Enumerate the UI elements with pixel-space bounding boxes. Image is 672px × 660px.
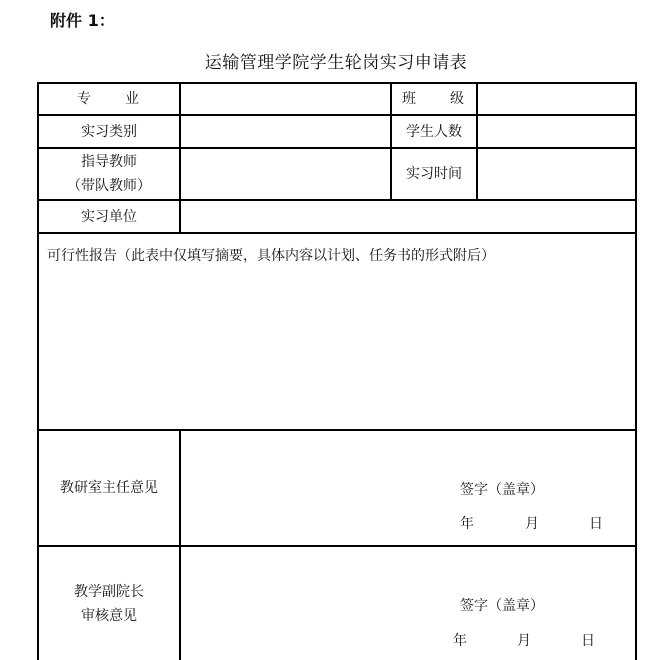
section1-opinion-field[interactable]	[181, 431, 635, 545]
class-label: 班 级	[402, 91, 466, 107]
major-field[interactable]	[181, 84, 390, 114]
major-label: 专 业	[77, 91, 141, 107]
feasibility-report-label: 可行性报告（此表中仅填写摘要，具体内容以计划、任务书的形式附后）	[47, 248, 495, 264]
section1-signature: 签字（盖章）	[460, 482, 544, 498]
application-form-table	[37, 82, 637, 660]
form-title: 运输管理学院学生轮岗实习申请表	[204, 53, 468, 73]
section2-opinion-field[interactable]	[181, 547, 635, 660]
feasibility-report-field[interactable]	[39, 270, 635, 429]
section1-year: 年	[460, 516, 474, 532]
unit-field[interactable]	[181, 201, 635, 232]
section2-signature: 签字（盖章）	[460, 598, 544, 614]
advisor-label	[39, 149, 179, 199]
advisor-label-line2: （带队教师）	[67, 178, 151, 194]
attachment-label: 附件 1：	[50, 11, 115, 30]
section2-label-line2: 审核意见	[81, 607, 137, 624]
student-count-field[interactable]	[478, 116, 635, 147]
advisor-label-line1: 指导教师	[81, 154, 137, 170]
internship-type-field[interactable]	[181, 116, 390, 147]
section2-day: 日	[581, 633, 595, 649]
advisor-field[interactable]	[181, 149, 390, 199]
section2-label	[39, 547, 179, 660]
section1-label: 教研室主任意见	[60, 480, 158, 496]
period-field[interactable]	[478, 149, 635, 199]
section2-month: 月	[517, 633, 531, 649]
table-border-right	[635, 82, 637, 660]
row-divider-4	[37, 232, 637, 234]
section2-label-line1: 教学副院长	[74, 583, 144, 600]
class-field[interactable]	[478, 84, 635, 114]
unit-label: 实习单位	[81, 208, 137, 225]
internship-type-label: 实习类别	[81, 123, 137, 140]
section1-month: 月	[525, 516, 539, 532]
student-count-label: 学生人数	[406, 123, 462, 140]
section1-day: 日	[589, 516, 603, 532]
section2-year: 年	[453, 633, 467, 649]
period-label: 实习时间	[406, 166, 462, 182]
